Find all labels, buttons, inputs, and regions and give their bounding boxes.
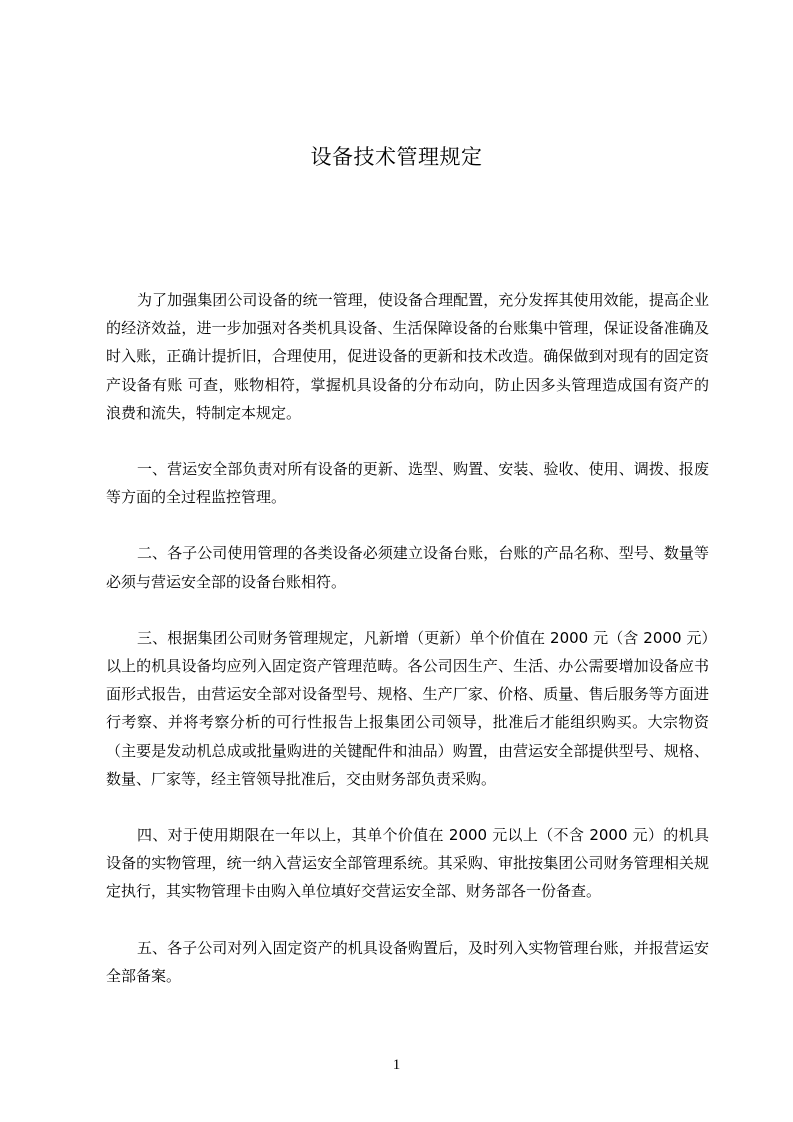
document-body [106, 286, 709, 1018]
paragraph-intro: 为了加强集团公司设备的统一管理，使设备合理配置，充分发挥其使用效能，提高企业的经济效益，进一步加强对各类机具设备、生活保障设备的台账集中管理，保证设备准确及时入账，正确计提折旧，合理使用，促进设备的更新和技术改造。确保做到对现有的固定资产设备有账 可查，账物相符，掌握机具设备的分布动向，防止因多头管理造成国有资产的浪费和流失，特制定本规定。 [106, 291, 709, 422]
paragraph-clause-3: 三、根据集团公司财务管理规定，凡新增（更新）单个价值在 2000 元（含 2000 元）以上的机具设备均应列入固定资产管理范畴。各公司因生产、生活、办公需要增加设备应书面形式报告，由营运安全部对设备型号、规格、生产厂家、价格、质量、售后服务等方面进行考察、并将考察分析的可行性报告上报集团公司领导，批准后才能组织购买。大宗物资（主要是发动机总成或批量购进的关键配件和油品）购置，由营运安全部提供型号、规格、数量、厂家等，经主管领导批准后，交由财务部负责采购。 [106, 628, 709, 788]
paragraph-clause-1: 一、营运安全部负责对所有设备的更新、选型、购置、安装、验收、使用、调拨、报废等方面的全过程监控管理。 [106, 460, 709, 507]
paragraph-clause-5: 五、各子公司对列入固定资产的机具设备购置后，及时列入实物管理台账，并报营运安全部备案。 [106, 938, 709, 985]
document-title: 设备技术管理规定 [310, 145, 483, 169]
page-number: 1 [392, 1057, 401, 1073]
paragraph-clause-4: 四、对于使用期限在一年以上，其单个价值在 2000 元以上（不含 2000 元）的机具设备的实物管理，统一纳入营运安全部管理系统。其采购、审批按集团公司财务管理相关规定执行，其实物管理卡由购入单位填好交营运安全部、财务部各一份备查。 [106, 826, 709, 901]
paragraph-clause-2: 二、各子公司使用管理的各类设备必须建立设备台账，台账的产品名称、型号、数量等必须与营运安全部的设备台账相符。 [106, 544, 709, 591]
